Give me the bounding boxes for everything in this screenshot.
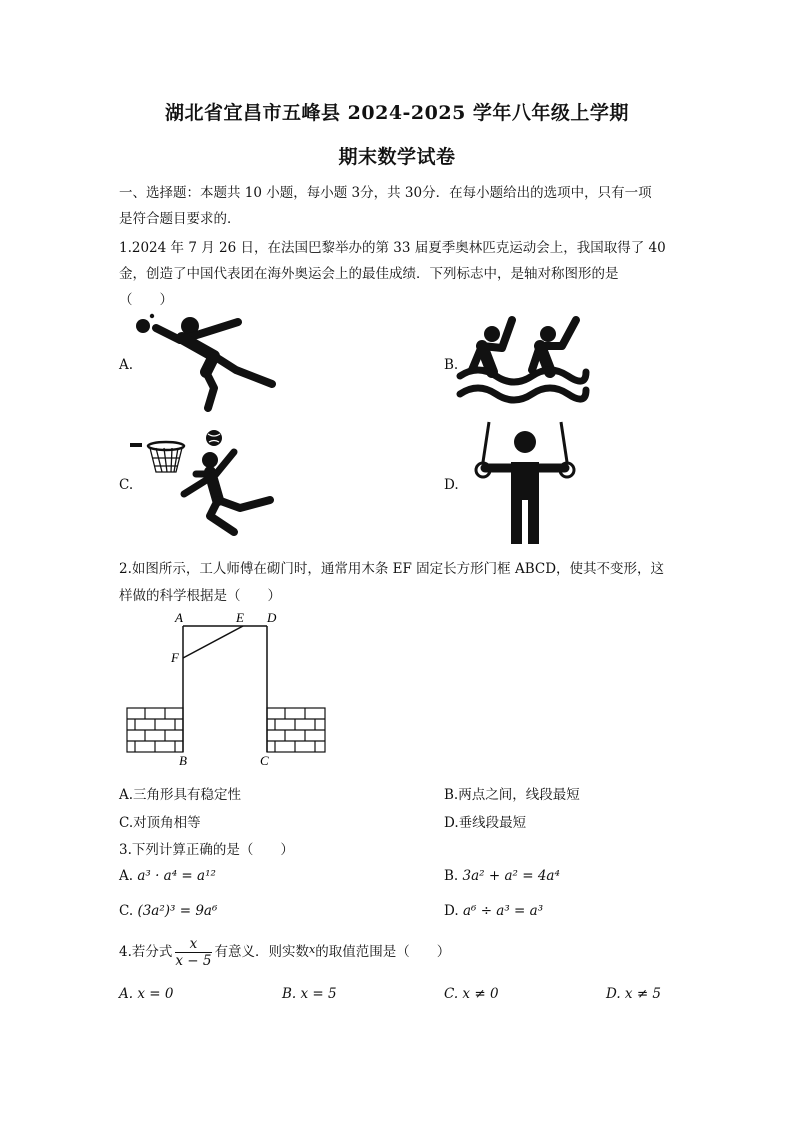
q3-option-d: [444, 903, 543, 919]
q1-option-a-label: A.: [119, 357, 134, 373]
q3-option-c: [119, 903, 217, 919]
exam-title-line1: 湖北省宜昌市五峰县 2024-2025 学年八年级上学期: [165, 102, 629, 124]
basketball-player-icon: [130, 428, 280, 538]
q4-option-d: D. x ≠ 5: [606, 986, 662, 1002]
q3-option-b: [444, 868, 560, 884]
label-E: E: [236, 610, 244, 625]
q4-fraction: [175, 936, 211, 969]
section-intro-line2: 是符合题目要求的．: [119, 211, 241, 227]
q4-stem-prefix: 4.若分式: [119, 944, 173, 960]
q4-variable: x: [309, 943, 316, 956]
exam-title-line2: 期末数学试卷: [338, 146, 456, 168]
q2-option-c: C.对顶角相等: [119, 815, 201, 831]
q1-stem-line1: 1.2024 年 7 月 26 日，在法国巴黎举办的第 33 届夏季奥林匹克运动会上，我国取得了 40: [119, 240, 666, 256]
door-frame-figure: [125, 610, 335, 770]
q4-option-c: C. x ≠ 0: [444, 986, 499, 1002]
table-tennis-player-icon: [130, 312, 280, 412]
q1-option-d-label: D.: [444, 477, 459, 493]
q2-stem-line2: 样做的科学根据是（ ）: [119, 588, 281, 604]
q4-fraction-denominator: x − 5: [175, 953, 212, 969]
label-C: C: [260, 753, 269, 768]
q3-option-d-label: D.: [444, 903, 459, 919]
q2-stem-line1: 2.如图所示，工人师傅在砌门时，通常用木条 EF 固定长方形门框 ABCD，使其不变形，这: [119, 561, 665, 577]
q3-option-b-label: B.: [444, 868, 459, 884]
q4-stem-suffix: 的取值范围是（ ）: [315, 944, 451, 960]
q2-option-d: D.垂线段最短: [444, 815, 527, 831]
label-F: F: [171, 650, 179, 665]
section-intro-line1: 一、选择题：本题共 10 小题，每小题 3分，共 30分．在每小题给出的选项中，只有一项: [119, 185, 652, 201]
q3-option-c-expr: (3a²)³ = 9a⁶: [137, 903, 218, 919]
q1-option-c-label: C.: [119, 477, 134, 493]
q4-stem: [119, 936, 450, 969]
q3-option-a: [119, 868, 216, 884]
q4-fraction-numerator: x: [175, 936, 211, 953]
q3-option-a-expr: a³ · a⁴ = a¹²: [137, 868, 216, 884]
water-polo-swimmers-icon: [458, 314, 588, 412]
q3-stem: 3.下列计算正确的是（ ）: [119, 842, 294, 858]
q2-option-a: A.三角形具有稳定性: [119, 787, 242, 803]
q3-option-a-label: A.: [119, 868, 134, 884]
label-A: A: [175, 610, 183, 625]
q1-stem-line3: （ ）: [119, 292, 173, 308]
q4-option-a: A. x = 0: [119, 986, 174, 1002]
q2-option-b: B.两点之间，线段最短: [444, 787, 580, 803]
gymnastics-rings-icon: [475, 418, 575, 546]
q3-option-c-label: C.: [119, 903, 134, 919]
q3-option-d-expr: a⁶ ÷ a³ = a³: [462, 903, 544, 919]
q4-stem-mid: 有意义．则实数: [214, 944, 309, 960]
q4-option-b: B. x = 5: [282, 986, 337, 1002]
q3-option-b-expr: 3a² + a² = 4a⁴: [462, 868, 560, 884]
q1-stem-line2: 金，创造了中国代表团在海外奥运会上的最佳成绩．下列标志中，是轴对称图形的是: [119, 266, 619, 282]
q1-option-b-label: B.: [444, 357, 459, 373]
label-D: D: [267, 610, 277, 625]
label-B: B: [179, 753, 187, 768]
